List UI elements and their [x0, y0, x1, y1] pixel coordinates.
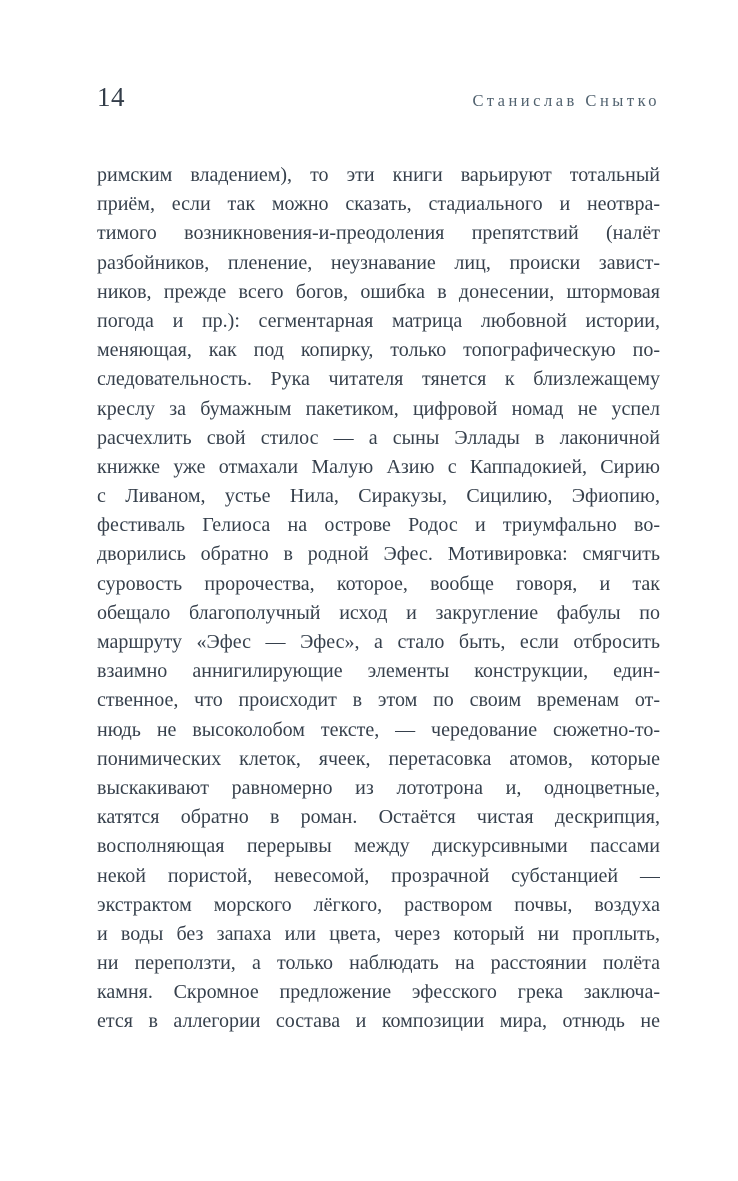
- text-line: катятся обратно в роман. Остаётся чистая дескрипция,: [97, 806, 660, 829]
- text-line: камня. Скромное предложение эфесского грека заключа-: [97, 981, 660, 1004]
- text-line: креслу за бумажным пакетиком, цифровой номад не успел: [97, 397, 660, 420]
- text-line: дворились обратно в родной Эфес. Мотивировка: смягчить: [97, 543, 660, 566]
- page-number: 14: [97, 82, 125, 112]
- page-header: [97, 82, 660, 113]
- text-line: понимических клеток, ячеек, перетасовка атомов, которые: [97, 747, 660, 770]
- text-line: меняющая, как под копирку, только топографическую по-: [97, 339, 660, 362]
- text-line: экстрактом морского лёгкого, раствором почвы, воздуха: [97, 893, 660, 916]
- text-line: обещало благополучный исход и закругление фабулы по: [97, 601, 660, 624]
- body-text: [97, 161, 660, 1037]
- text-line: ственное, что происходит в этом по своим временам от-: [97, 689, 660, 712]
- running-head-author: Станислав Снытко: [472, 91, 660, 110]
- text-line: ется в аллегории состава и композиции мира, отнюдь не: [97, 1010, 660, 1033]
- text-line: ни переползти, а только наблюдать на расстоянии полёта: [97, 952, 660, 975]
- text-line: некой пористой, невесомой, прозрачной субстанцией —: [97, 864, 660, 887]
- text-line: суровость пророчества, которое, вообще говоря, и так: [97, 572, 660, 595]
- text-line: маршруту «Эфес — Эфес», а стало быть, если отбросить: [97, 631, 660, 653]
- text-line: нюдь не высоколобом тексте, — чередование сюжетно-то-: [97, 718, 660, 741]
- text-line: выскакивают равномерно из лототрона и, одноцветные,: [97, 776, 660, 799]
- text-line: римским владением), то эти книги варьируют тотальный: [97, 164, 660, 186]
- text-line: ников, прежде всего богов, ошибка в донесении, штормовая: [97, 280, 660, 303]
- text-line: книжке уже отмахали Малую Азию с Каппадокией, Сирию: [97, 455, 660, 478]
- text-line: приём, если так можно сказать, стадиального и неотвра-: [97, 193, 660, 216]
- text-line: и воды без запаха или цвета, через который ни проплыть,: [97, 922, 660, 945]
- text-line: погода и пр.): сегментарная матрица любовной истории,: [97, 309, 660, 332]
- text-line: разбойников, пленение, неузнавание лиц, происки завист-: [97, 251, 660, 274]
- text-line: фестиваль Гелиоса на острове Родос и триумфально во-: [97, 514, 660, 537]
- text-line: следовательность. Рука читателя тянется к близлежащему: [97, 368, 660, 391]
- text-line: восполняющая перерывы между дискурсивными пассами: [97, 835, 660, 858]
- text-line: тимого возникновения-и-преодоления препятствий (налёт: [97, 222, 660, 245]
- text-line: с Ливаном, устье Нила, Сиракузы, Сицилию, Эфиопию,: [97, 485, 660, 508]
- text-line: взаимно аннигилирующие элементы конструкции, един-: [97, 660, 660, 683]
- text-line: расчехлить свой стилос — а сыны Эллады в лаконичной: [97, 426, 660, 449]
